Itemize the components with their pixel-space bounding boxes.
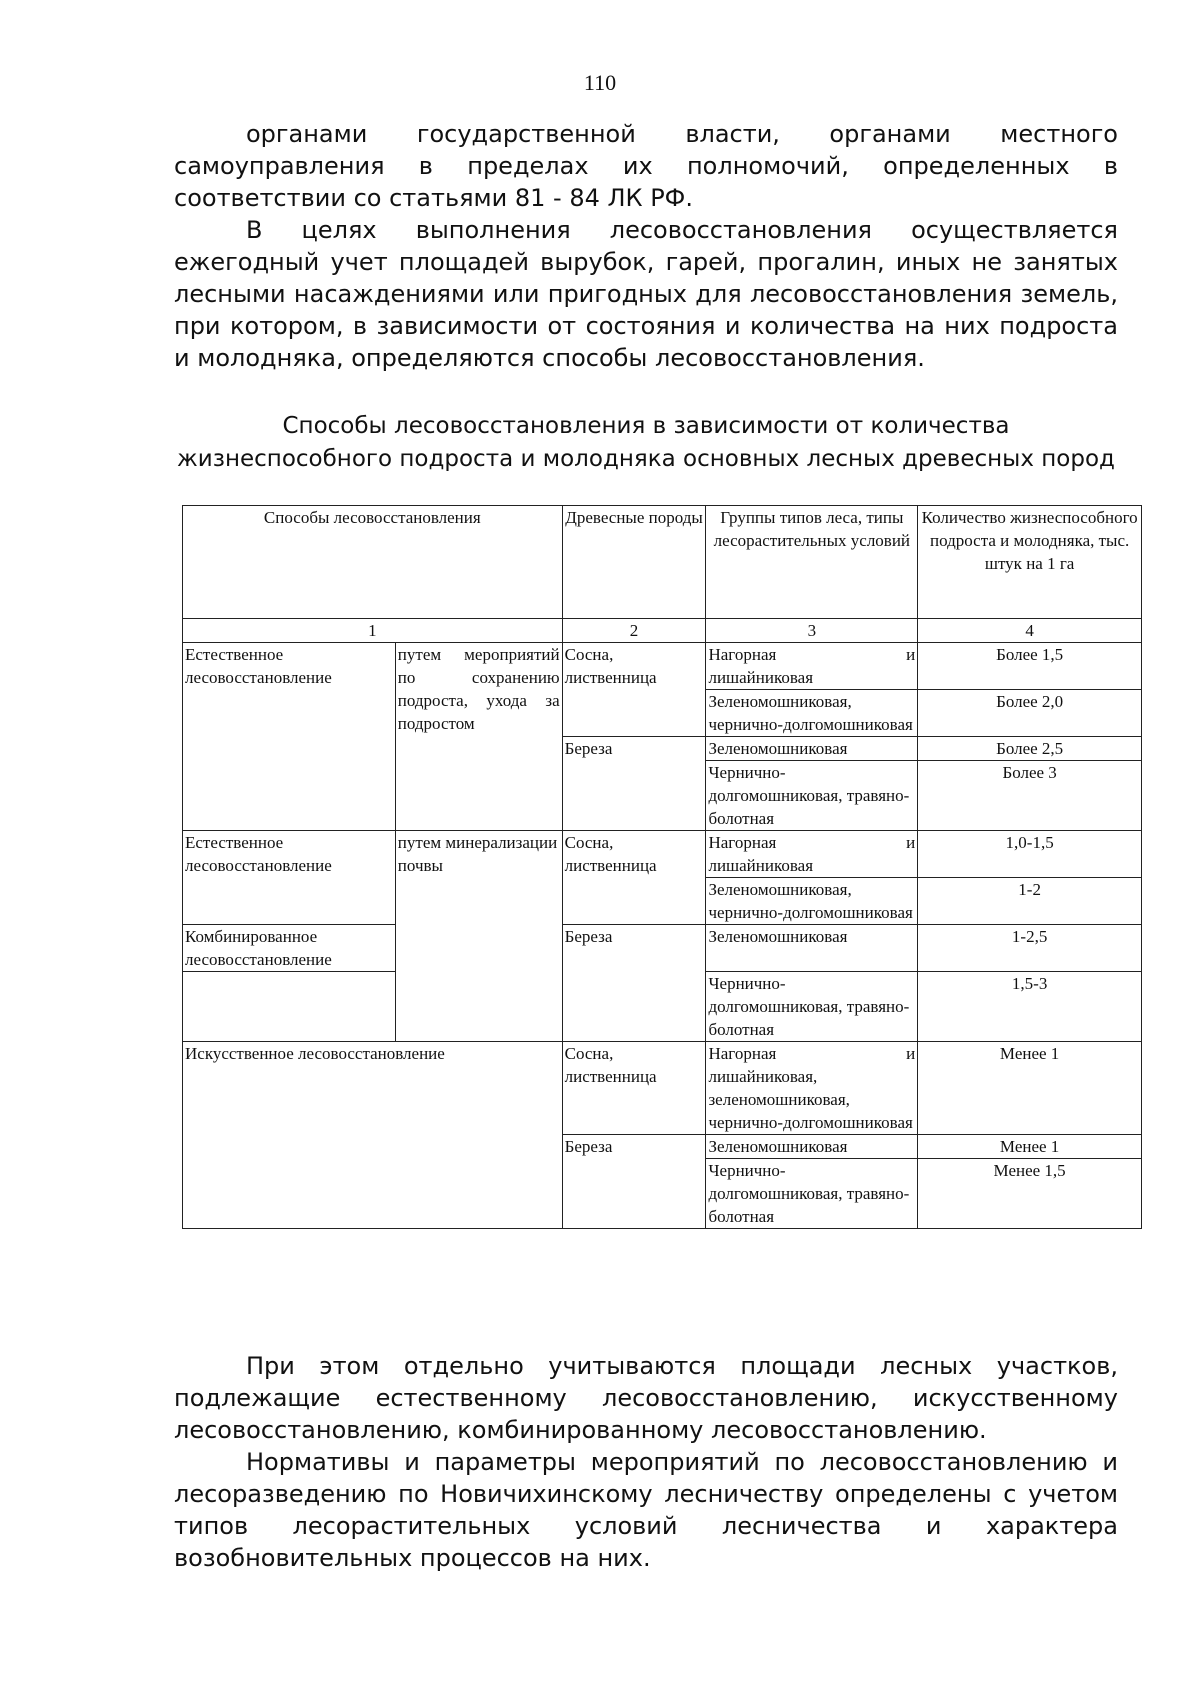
table-row: [183, 925, 1142, 972]
regeneration-methods-table: [182, 505, 1142, 1229]
method-preserve: путем мероприятий по сохранению подроста, ухода за подростом: [395, 643, 562, 831]
forest-group: Нагорная и лишайниковая: [706, 643, 918, 690]
page-number: 110: [583, 70, 617, 95]
forest-group: Чернично-долгомошниковая, травяно-болотная: [706, 972, 918, 1042]
quantity-value: Более 2,0: [918, 690, 1142, 737]
column-number: 4: [918, 619, 1142, 643]
forest-group: Чернично-долгомошниковая, травяно-болотная: [706, 1159, 918, 1229]
forest-group: Нагорная и лишайниковая: [706, 831, 918, 878]
quantity-value: Менее 1: [918, 1042, 1142, 1135]
quantity-value: 1,5-3: [918, 972, 1142, 1042]
header-groups: Группы типов леса, типы лесорастительных условий: [706, 506, 918, 619]
table-title-line-2: жизнеспособного подроста и молодняка основных лесных древесных пород: [177, 446, 1115, 472]
species-pine: Сосна, лиственница: [562, 643, 706, 737]
forest-group: Зеленомошниковая: [706, 1135, 918, 1159]
table-row: [183, 1042, 1142, 1135]
header-methods: Способы лесовосстановления: [183, 506, 563, 619]
forest-group: Чернично-долгомошниковая, травяно-болотная: [706, 761, 918, 831]
table-title: [174, 410, 1118, 476]
forest-group: Зеленомошниковая, чернично-долгомошниковая: [706, 878, 918, 925]
empty-cell: [183, 972, 396, 1042]
quantity-value: 1-2: [918, 878, 1142, 925]
quantity-value: Менее 1: [918, 1135, 1142, 1159]
closing-text: [174, 1350, 1118, 1574]
species-pine: Сосна, лиственница: [562, 1042, 706, 1135]
intro-text: [174, 118, 1118, 374]
forest-group: Зеленомошниковая: [706, 925, 918, 972]
method-combined: Комбинированное лесовосстановление: [183, 925, 396, 972]
column-number: 2: [562, 619, 706, 643]
quantity-value: Менее 1,5: [918, 1159, 1142, 1229]
column-number: 1: [183, 619, 563, 643]
header-quantity: Количество жизнеспособного подроста и молодняка, тыс. штук на 1 га: [918, 506, 1142, 619]
method-mineral: путем минерализации почвы: [395, 831, 562, 1042]
species-birch: Береза: [562, 737, 706, 831]
species-pine: Сосна, лиственница: [562, 831, 706, 925]
method-artificial: Искусственное лесовосстановление: [183, 1042, 563, 1229]
paragraph-4: Нормативы и параметры мероприятий по лесовосстановлению и лесоразведению по Новичихинскому лесничеству определены с учетом типов лесорастительных условий лесничества и характера возобновительных процессов на них.: [174, 1448, 1118, 1572]
table-header-row: [183, 506, 1142, 619]
table-row: [183, 643, 1142, 690]
quantity-value: Более 2,5: [918, 737, 1142, 761]
method-natural: Естественное лесовосстановление: [183, 831, 396, 925]
table-row: [183, 831, 1142, 878]
paragraph-3: При этом отдельно учитываются площади лесных участков, подлежащие естественному лесовосстановлению, искусственному лесовосстановлению, комбинированному лесовосстановлению.: [174, 1352, 1118, 1444]
paragraph-2: В целях выполнения лесовосстановления осуществляется ежегодный учет площадей вырубок, гарей, прогалин, иных не занятых лесными насаждениями или пригодных для лесовосстановления земель, при котором, в зависимости от состояния и количества на них подроста и молодняка, определяются способы лесовосстановления.: [174, 216, 1118, 372]
quantity-value: 1-2,5: [918, 925, 1142, 972]
forest-group: Нагорная и лишайниковая, зеленомошниковая, чернично-долгомошниковая: [706, 1042, 918, 1135]
paragraph-1: органами государственной власти, органами местного самоуправления в пределах их полномочий, определенных в соответствии со статьями 81 - 84 ЛК РФ.: [174, 120, 1118, 212]
forest-group: Зеленомошниковая, чернично-долгомошниковая: [706, 690, 918, 737]
column-number: 3: [706, 619, 918, 643]
quantity-value: 1,0-1,5: [918, 831, 1142, 878]
quantity-value: Более 3: [918, 761, 1142, 831]
column-number-row: [183, 619, 1142, 643]
quantity-value: Более 1,5: [918, 643, 1142, 690]
method-natural: Естественное лесовосстановление: [183, 643, 396, 831]
species-birch: Береза: [562, 925, 706, 1042]
forest-group: Зеленомошниковая: [706, 737, 918, 761]
header-species: Древесные породы: [562, 506, 706, 619]
table-title-line-1: Способы лесовосстановления в зависимости от количества: [282, 413, 1010, 439]
species-birch: Береза: [562, 1135, 706, 1229]
